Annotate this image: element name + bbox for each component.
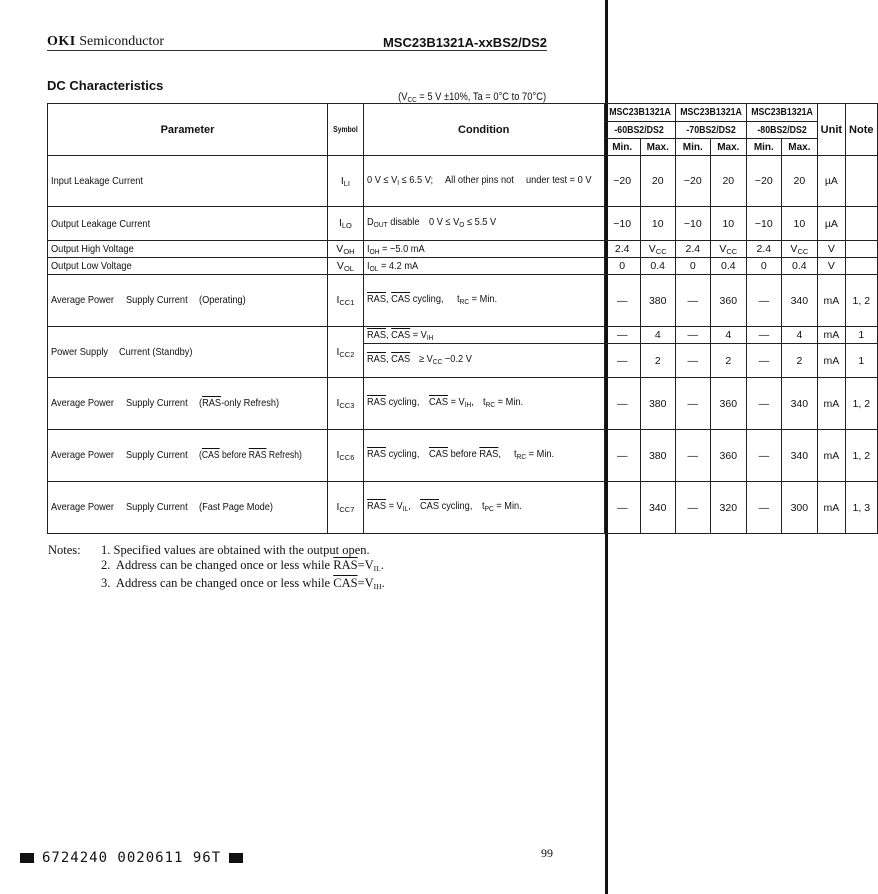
header-variant-60: MSC23B1321A — [604, 104, 675, 122]
condition-cell: $\overline{RAS}$, $\overline{CAS} \ge V_{CC} -0.2$ V — [363, 344, 604, 378]
value-cell: — — [675, 275, 710, 327]
page-header — [47, 34, 547, 51]
symbol-cell: $V_{OL}$ — [327, 258, 363, 275]
symbol-cell: $I_{CC3}$ — [327, 378, 363, 430]
value-cell: −10 — [604, 207, 640, 241]
note-cell — [846, 156, 877, 207]
header-variant-70: MSC23B1321A — [675, 104, 746, 122]
table-row — [48, 241, 878, 258]
note-item: 2. Address can be changed once or less while $\overline{RAS}=V_{IL}$. — [101, 558, 384, 573]
parameter-cell: Average Power Supply Current ($\overline{RAS}$-only Refresh) — [48, 378, 328, 430]
value-cell: 0.4 — [640, 258, 675, 275]
note-cell — [846, 258, 877, 275]
value-cell: 0.4 — [782, 258, 818, 275]
value-cell: 380 — [640, 378, 675, 430]
unit-cell: mA — [817, 378, 845, 430]
unit-cell: mA — [817, 344, 845, 378]
value-cell: 340 — [782, 275, 818, 327]
header-max: Max. — [711, 139, 747, 156]
condition-cell: $D_{OUT}$ disable 0 $V \le V_O \le 5.5$ V — [363, 207, 604, 241]
unit-cell: mA — [817, 482, 845, 534]
value-cell: 360 — [711, 430, 747, 482]
section-title: DC Characteristics — [47, 78, 164, 93]
value-cell: 320 — [711, 482, 747, 534]
unit-cell: µA — [817, 156, 845, 207]
value-cell: −10 — [675, 207, 710, 241]
value-cell: 300 — [782, 482, 818, 534]
value-cell: 0 — [604, 258, 640, 275]
value-cell: 0 — [746, 258, 781, 275]
table-row — [48, 430, 878, 482]
value-cell: $V_{CC}$ — [711, 241, 747, 258]
notes-label: Notes: — [48, 543, 81, 557]
value-cell: −20 — [675, 156, 710, 207]
header-max: Max. — [640, 139, 675, 156]
value-cell: — — [604, 327, 640, 344]
header-min: Min. — [675, 139, 710, 156]
note-cell — [846, 207, 877, 241]
header-min: Min. — [746, 139, 781, 156]
note-item: 3. Address can be changed once or less while $\overline{CAS}=V_{IH}$. — [101, 576, 385, 591]
note-cell — [846, 241, 877, 258]
page-number: 99 — [541, 846, 553, 860]
parameter-cell: Input Leakage Current — [48, 156, 328, 207]
note-cell: 1 — [846, 344, 877, 378]
value-cell: 2.4 — [604, 241, 640, 258]
value-cell: 380 — [640, 430, 675, 482]
value-cell: 20 — [782, 156, 818, 207]
value-cell: 20 — [711, 156, 747, 207]
brand-logo: OKI — [47, 34, 76, 49]
header-condition: Condition — [363, 104, 604, 156]
note-cell: 1 — [846, 327, 877, 344]
note-cell: 1, 2 — [846, 430, 877, 482]
value-cell: 380 — [640, 275, 675, 327]
symbol-cell: $I_{CC2}$ — [327, 327, 363, 378]
value-cell: $V_{CC}$ — [782, 241, 818, 258]
value-cell: 0.4 — [711, 258, 747, 275]
table-row — [48, 258, 878, 275]
value-cell: — — [675, 327, 710, 344]
value-cell: — — [604, 344, 640, 378]
value-cell: 0 — [675, 258, 710, 275]
condition-cell: $I_{OH} = -5.0$ mA — [363, 241, 604, 258]
value-cell: 2 — [711, 344, 747, 378]
value-cell: 2 — [640, 344, 675, 378]
value-cell: — — [604, 482, 640, 534]
condition-cell: $\overline{RAS}$, $\overline{CAS}$ cycling, $t_{RC}$ = Min. — [363, 275, 604, 327]
condition-cell: $\overline{RAS} = V_{IL}$, $\overline{CAS}$ cycling, $t_{PC}$ = Min. — [363, 482, 604, 534]
symbol-cell: $I_{CC6}$ — [327, 430, 363, 482]
value-cell: 340 — [782, 378, 818, 430]
header-variant-80: MSC23B1321A — [746, 104, 817, 122]
unit-cell: V — [817, 241, 845, 258]
value-cell: — — [746, 275, 781, 327]
unit-cell: mA — [817, 430, 845, 482]
condition-cell: $I_{OL} = 4.2$ mA — [363, 258, 604, 275]
condition-cell: $\overline{RAS}$ cycling, $\overline{CAS}$ before $\overline{RAS}$, $t_{RC}$ = Min. — [363, 430, 604, 482]
value-cell: 340 — [640, 482, 675, 534]
brand — [47, 34, 164, 50]
unit-cell: mA — [817, 275, 845, 327]
barcode-block-icon — [229, 853, 243, 863]
note-item: 1. Specified values are obtained with the output open. — [101, 543, 370, 557]
barcode-block-icon — [20, 853, 34, 863]
parameter-cell: Output High Voltage — [48, 241, 328, 258]
condition-cell: $\overline{RAS}$ cycling, $\overline{CAS} = V_{IH}$, $t_{RC}$ = Min. — [363, 378, 604, 430]
table-row — [48, 207, 878, 241]
barcode-footer — [20, 850, 243, 866]
value-cell: 4 — [782, 327, 818, 344]
condition-cell: $\overline{RAS}$, $\overline{CAS} = V_{IH}$ — [363, 327, 604, 344]
value-cell: 2 — [782, 344, 818, 378]
note-cell: 1, 2 — [846, 275, 877, 327]
parameter-cell: Average Power Supply Current (Fast Page Mode) — [48, 482, 328, 534]
parameter-cell: Power Supply Current (Standby) — [48, 327, 328, 378]
symbol-cell: $V_{OH}$ — [327, 241, 363, 258]
unit-cell: mA — [817, 327, 845, 344]
symbol-cell: $I_{CC1}$ — [327, 275, 363, 327]
header-max: Max. — [782, 139, 818, 156]
value-cell: 10 — [782, 207, 818, 241]
value-cell: — — [675, 482, 710, 534]
value-cell: — — [675, 344, 710, 378]
value-cell: 10 — [711, 207, 747, 241]
condition-cell: 0 $V \le V_I \le 6.5$ V; All other pins not under test = 0 V — [363, 156, 604, 207]
unit-cell: V — [817, 258, 845, 275]
note-cell: 1, 3 — [846, 482, 877, 534]
header-variant-80-suffix: -80BS2/DS2 — [746, 122, 817, 139]
symbol-cell: $I_{LO}$ — [327, 207, 363, 241]
barcode-text: 6724240 0020611 96T — [42, 850, 222, 866]
value-cell: 10 — [640, 207, 675, 241]
value-cell: — — [675, 378, 710, 430]
value-cell: — — [746, 378, 781, 430]
header-min: Min. — [604, 139, 640, 156]
value-cell: 4 — [640, 327, 675, 344]
parameter-cell: Average Power Supply Current ($\overline{CAS}$ before $\overline{RAS}$ Refresh) — [48, 430, 328, 482]
header-unit: Unit — [817, 104, 845, 156]
test-conditions: ($V_{CC} = 5$ V ±10%, Ta = 0°C to 70°C) — [398, 91, 546, 104]
parameter-cell: Output Low Voltage — [48, 258, 328, 275]
header-symbol: Symbol — [327, 104, 363, 156]
value-cell: — — [746, 327, 781, 344]
table-row — [48, 378, 878, 430]
parameter-cell: Output Leakage Current — [48, 207, 328, 241]
value-cell: 360 — [711, 378, 747, 430]
table-row — [48, 275, 878, 327]
table-row — [48, 482, 878, 534]
parameter-cell: Average Power Supply Current (Operating) — [48, 275, 328, 327]
value-cell: 2.4 — [746, 241, 781, 258]
value-cell: 340 — [782, 430, 818, 482]
value-cell: — — [746, 482, 781, 534]
brand-suffix: Semiconductor — [79, 34, 164, 49]
header-variant-70-suffix: -70BS2/DS2 — [675, 122, 746, 139]
value-cell: 20 — [640, 156, 675, 207]
table-row — [48, 327, 878, 344]
value-cell: 4 — [711, 327, 747, 344]
value-cell: — — [746, 430, 781, 482]
value-cell: — — [746, 344, 781, 378]
value-cell: 2.4 — [675, 241, 710, 258]
header-note: Note — [846, 104, 877, 156]
header-parameter: Parameter — [48, 104, 328, 156]
note-cell: 1, 2 — [846, 378, 877, 430]
value-cell: 360 — [711, 275, 747, 327]
symbol-cell: $I_{CC7}$ — [327, 482, 363, 534]
value-cell: — — [604, 378, 640, 430]
value-cell: −20 — [604, 156, 640, 207]
header-variant-60-suffix: -60BS2/DS2 — [604, 122, 675, 139]
table-row — [48, 156, 878, 207]
part-number: MSC23B1321A-xxBS2/DS2 — [382, 35, 547, 50]
value-cell: — — [604, 275, 640, 327]
unit-cell: µA — [817, 207, 845, 241]
value-cell: −20 — [746, 156, 781, 207]
value-cell: — — [604, 430, 640, 482]
value-cell: — — [675, 430, 710, 482]
value-cell: −10 — [746, 207, 781, 241]
value-cell: $V_{CC}$ — [640, 241, 675, 258]
symbol-cell: $I_{LI}$ — [327, 156, 363, 207]
dc-characteristics-table — [47, 103, 878, 534]
